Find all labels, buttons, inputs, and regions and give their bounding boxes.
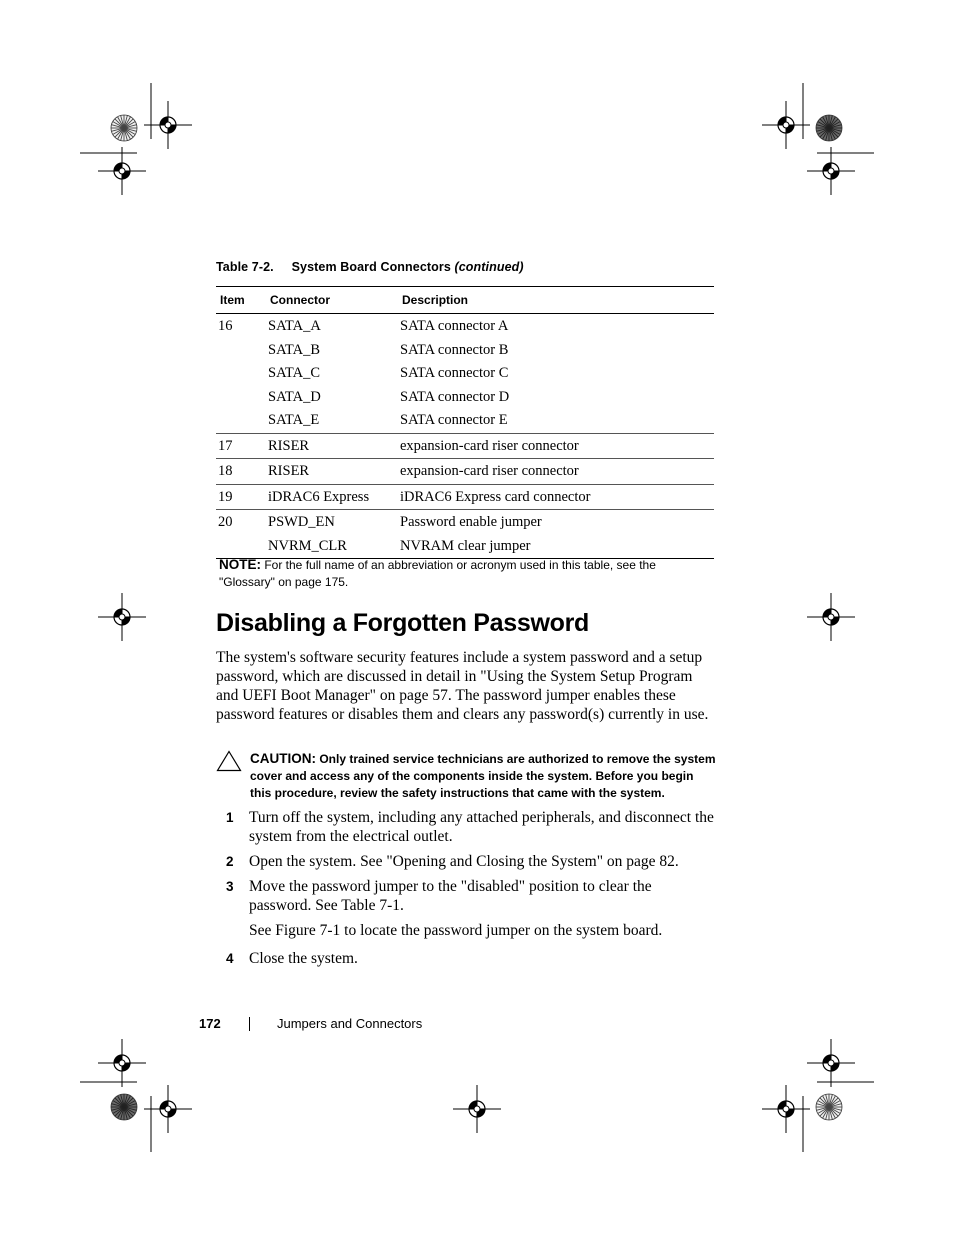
table-caption <box>216 260 524 274</box>
registration-target-icon <box>98 593 146 641</box>
color-bar-dial-icon <box>111 115 137 141</box>
description-cell: NVRAM clear jumper <box>400 537 531 554</box>
section-intro: The system's software security features include a system password and a setup password, which are discussed in detail in "Using the System Setup Program and UEFI Boot Manager" on page 57. The password jumper enables these password features or disables them and clears any password(s) currently in use. <box>216 649 709 723</box>
table-caption-prefix: Table 7-2. <box>216 260 274 274</box>
step-text: See Figure 7-1 to locate the password jumper on the system board. <box>249 922 663 939</box>
table-row <box>216 386 714 410</box>
table-header-row <box>216 287 714 314</box>
description-cell: expansion-card riser connector <box>400 463 579 479</box>
connector-cell: RISER <box>268 463 310 479</box>
color-bar-dial-icon <box>111 1094 137 1120</box>
table-row <box>216 433 714 459</box>
connector-cell: SATA_E <box>268 412 320 428</box>
registration-target-icon <box>807 1039 855 1087</box>
caution-text: Only trained service technicians are authorized to remove the system cover and access any of the components inside the system. Before you begin this procedure, review the safety instructions that came with the system. <box>250 752 716 800</box>
step-number: 1 <box>226 810 234 825</box>
step-text: Open the system. See "Opening and Closing the System" on page 82. <box>249 853 679 870</box>
description-cell: SATA connector E <box>400 412 508 428</box>
description-cell: Password enable jumper <box>400 514 542 530</box>
description-cell: SATA connector C <box>400 365 509 381</box>
connector-cell: SATA_C <box>268 365 321 381</box>
registration-target-icon <box>98 1039 146 1087</box>
item-cell: 19 <box>218 488 233 505</box>
footer-divider <box>249 1017 250 1031</box>
item-cell: 17 <box>218 437 233 454</box>
step-number: 4 <box>226 951 234 966</box>
note-text: For the full name of an abbreviation or acronym used in this table, see the "Glossary" on page 175. <box>219 558 656 589</box>
table-row <box>216 510 714 535</box>
footer-chapter: Jumpers and Connectors <box>277 1016 423 1031</box>
connector-cell: NVRM_CLR <box>268 537 347 554</box>
item-cell: 20 <box>218 514 233 530</box>
description-cell: SATA connector B <box>400 341 509 358</box>
caution-text-block <box>250 750 716 802</box>
table-group-19 <box>216 484 714 510</box>
table-row <box>216 459 714 485</box>
header-connector: Connector <box>266 287 398 314</box>
description-cell: SATA connector D <box>400 388 510 405</box>
header-description: Description <box>398 287 714 314</box>
table-group-16 <box>216 314 714 434</box>
table-row <box>216 484 714 510</box>
registration-target-icon <box>453 1085 501 1133</box>
connector-cell: SATA_B <box>268 341 321 358</box>
table-row <box>216 535 714 559</box>
connector-cell: PSWD_EN <box>268 514 335 530</box>
page-number: 172 <box>199 1016 221 1031</box>
table-group-17 <box>216 433 714 459</box>
header-item: Item <box>216 287 266 314</box>
note-label: NOTE: <box>219 557 261 572</box>
connector-cell: SATA_A <box>268 318 321 334</box>
table-group-20 <box>216 510 714 559</box>
registration-target-icon <box>807 593 855 641</box>
description-cell: expansion-card riser connector <box>400 437 579 454</box>
registration-target-icon <box>98 147 146 195</box>
table-row <box>216 409 714 433</box>
description-cell: iDRAC6 Express card connector <box>400 488 591 505</box>
table-row <box>216 362 714 386</box>
table-row <box>216 339 714 363</box>
step-number: 3 <box>226 879 234 894</box>
table-caption-continued: (continued) <box>454 260 524 274</box>
step-text: Move the password jumper to the "disabled" position to clear the password. See Table 7-1. <box>249 878 652 914</box>
table-note <box>219 556 709 591</box>
table-group-18 <box>216 459 714 485</box>
caution-triangle-icon <box>216 750 242 772</box>
connector-cell: SATA_D <box>268 388 321 405</box>
item-cell: 16 <box>218 318 233 334</box>
table-row <box>216 314 714 339</box>
table-caption-title: System Board Connectors <box>291 260 451 274</box>
section-title: Disabling a Forgotten Password <box>216 609 589 637</box>
step-text: Close the system. <box>249 950 358 967</box>
color-bar-dial-icon <box>816 115 842 141</box>
step-number: 2 <box>226 854 234 869</box>
connector-cell: RISER <box>268 437 310 454</box>
description-cell: SATA connector A <box>400 318 509 334</box>
color-bar-dial-icon <box>816 1094 842 1120</box>
registration-target-icon <box>807 147 855 195</box>
step-text: Turn off the system, including any attached peripherals, and disconnect the system from the electrical outlet. <box>249 809 714 845</box>
item-cell: 18 <box>218 463 233 479</box>
caution-label: CAUTION: <box>250 751 316 766</box>
connector-cell: iDRAC6 Express <box>268 488 370 505</box>
connectors-table <box>216 286 714 559</box>
